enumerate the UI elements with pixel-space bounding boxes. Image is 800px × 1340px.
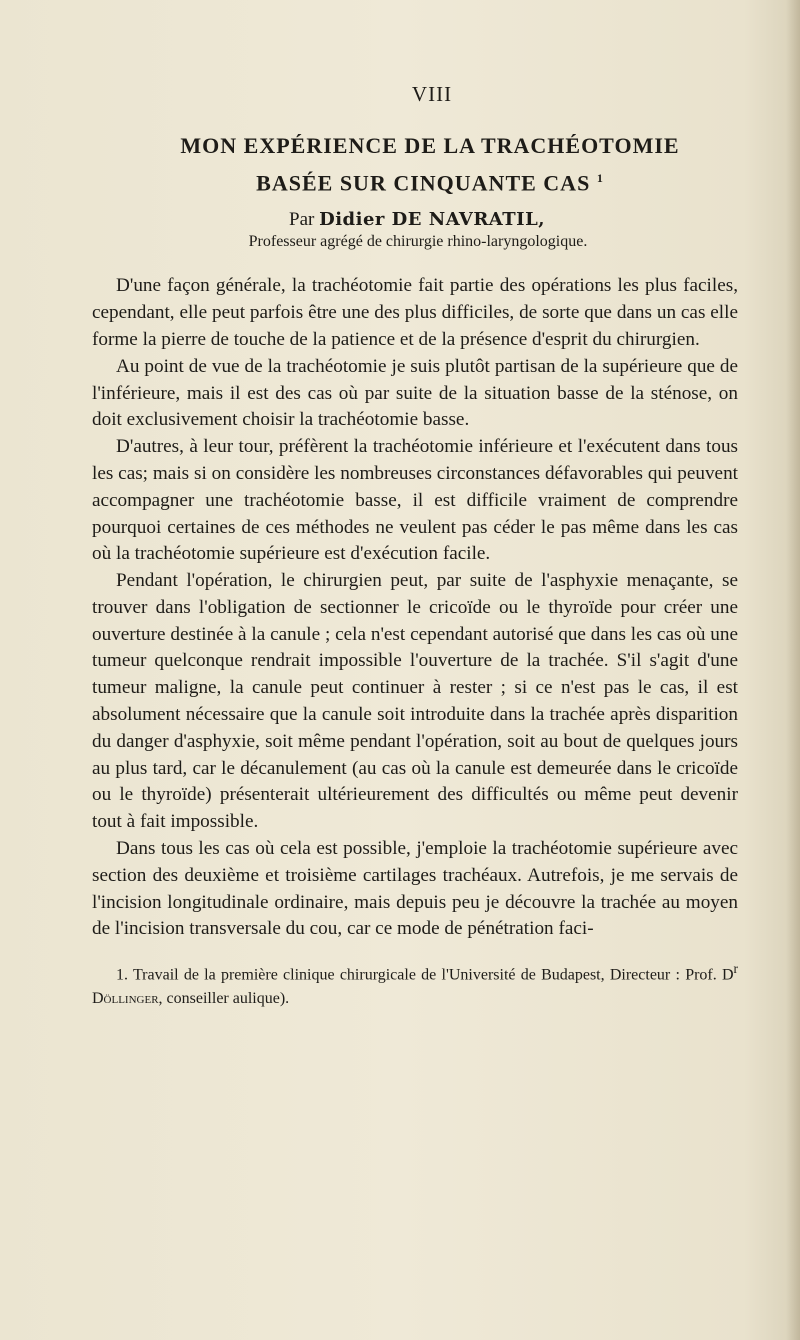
footnote — [92, 957, 738, 1009]
footnote-text — [92, 957, 738, 1009]
article-body — [92, 273, 738, 943]
chapter-number: VIII — [411, 82, 453, 106]
author-affiliation: Professeur agrégé de chirurgie rhino-laryngologique. — [248, 233, 588, 251]
byline — [92, 209, 738, 231]
title-footnote-marker: 1 — [596, 171, 604, 185]
title-line-2-text: BASÉE SUR CINQUANTE CAS — [256, 170, 591, 196]
paragraph: D'autres, à leur tour, préfèrent la trachéotomie inférieure et l'exécutent dans tous les cas; mais si on considère les nombreuses circonstances défavorables qui peuvent accompagner une trachéotomie basse, il est difficile vraiment de comprendre pourquoi certaines de ces méthodes ne veulent pas céder le pas même dans les cas où la trachéotomie supérieure est d'exécution facile. — [92, 436, 738, 565]
title-line-1: MON EXPÉRIENCE DE LA TRACHÉOTOMIE — [180, 133, 680, 158]
title-line-2 — [122, 162, 738, 199]
byline-prefix: Par — [289, 209, 315, 231]
paragraph: Pendant l'opération, le chirurgien peut, par suite de l'asphyxie menaçante, se trouver dans l'obligation de sectionner le cricoïde ou le thyroïde pour créer une ouverture destinée à la canule ; cela n'est cependant autorisé que dans les cas où une tumeur quelconque rendrait impossible l'ouverture de la trachée. S'il s'agit d'une tumeur maligne, la canule peut continuer à rester ; si ce n'est pas le cas, il est absolument nécessaire que la canule soit introduite dans la trachée après disparition du danger d'asphyxie, soit même pendant l'opération, soit au bout de quelques jours au plus tard, car le décanulement (au cas où la canule est demeurée dans le cricoïde ou le thyroïde) présenterait ultérieurement des difficultés ou même peut devenir tout à fait impossible. — [92, 570, 738, 833]
footnote-superscript: r — [733, 961, 738, 977]
footnote-name: Döllinger — [92, 989, 159, 1007]
author-name: Didier DE NAVRATIL, — [319, 209, 545, 231]
footnote-text-end: , conseiller aulique). — [158, 989, 290, 1007]
paragraph: Au point de vue de la trachéotomie je suis plutôt partisan de la supérieure que de l'inférieure, mais il est des cas où par suite de la situation basse de la sténose, on doit exclusivement choisir la trachéotomie basse. — [92, 355, 738, 431]
page-edge-shadow — [786, 0, 800, 1340]
paragraph: D'une façon générale, la trachéotomie fait partie des opérations les plus faciles, cependant, elle peut parfois être une des plus difficiles, de sorte que dans un cas elle forme la pierre de touche de la patience et de la présence d'esprit du chirurgien. — [92, 275, 738, 350]
article-title — [92, 129, 738, 199]
footnote-text-main: 1. Travail de la première clinique chirurgicale de l'Université de Budapest, Directeur : Prof. D — [116, 966, 734, 984]
page-content — [92, 82, 738, 1010]
paragraph: Dans tous les cas où cela est possible, j'emploie la trachéotomie supérieure avec section des deuxième et troisième cartilages trachéaux. Autrefois, je me servais de l'incision longitudinale ordinaire, mais depuis peu je découvre la trachée au moyen de l'incision transversale du cou, car ce mode de pénétration faci- — [92, 838, 738, 940]
